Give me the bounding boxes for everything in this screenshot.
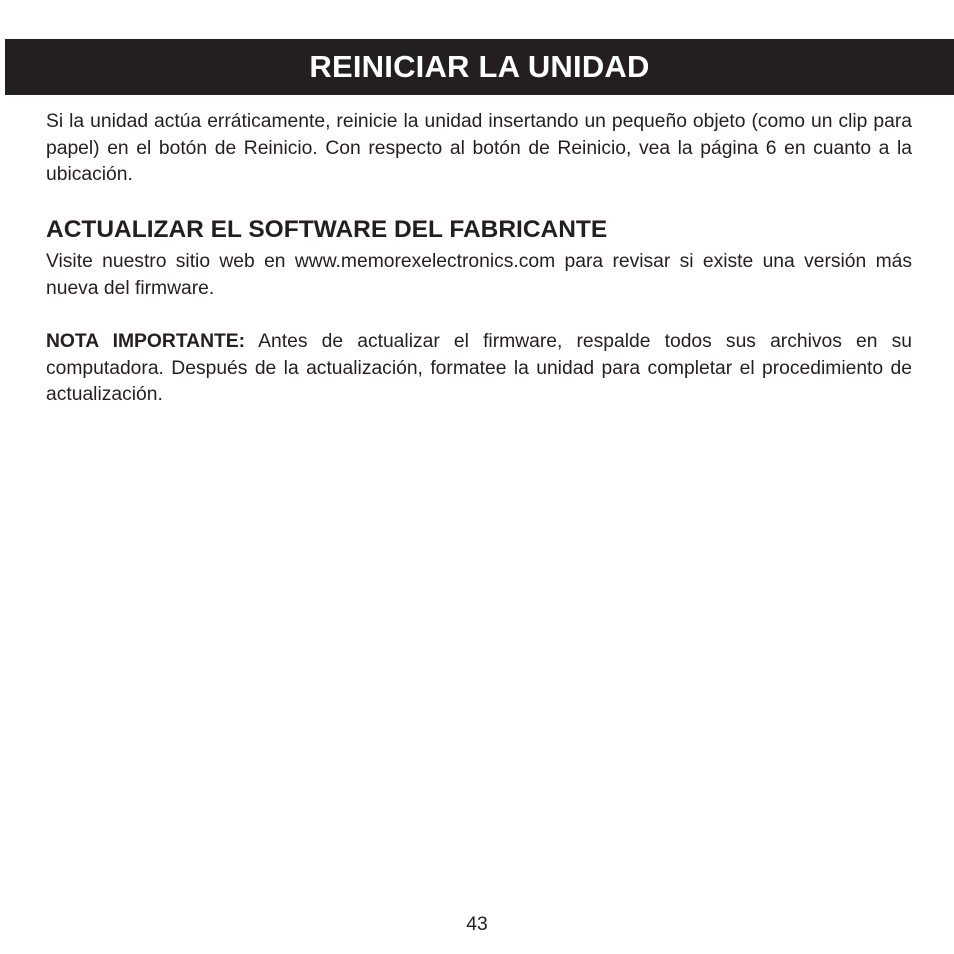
note-text: Antes de actualizar el firmware, respalde todos sus archivos en su computadora. Después de la actualización, formatee la unidad para completar el procedimiento de actualización. [46,331,912,405]
page-number: 43 [466,914,488,935]
page-title: REINICIAR LA UNIDAD [309,49,650,84]
section-heading: ACTUALIZAR EL SOFTWARE DEL FABRICANTE [46,216,608,243]
firmware-paragraph: Visite nuestro sitio web en www.memorexelectronics.com para revisar si existe una versión más nueva del firmware. [46,251,912,299]
reset-paragraph: Si la unidad actúa erráticamente, reinicie la unidad insertando un pequeño objeto (como un clip para papel) en el botón de Reinicio. Con respecto al botón de Reinicio, vea la página 6 en cuanto a la ubicación. [46,111,912,185]
important-note [46,329,912,409]
title-bar [5,39,954,95]
note-label: NOTA IMPORTANTE: [46,331,246,352]
